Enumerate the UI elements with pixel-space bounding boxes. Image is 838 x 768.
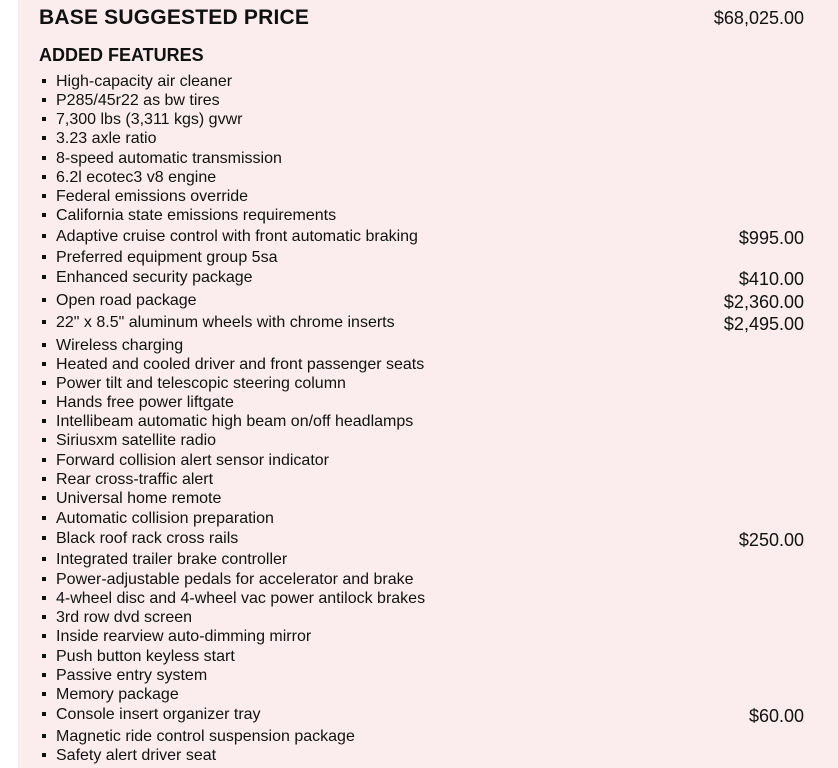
feature-item	[18, 451, 838, 471]
bullet-icon	[42, 362, 46, 366]
feature-item	[18, 393, 838, 413]
bullet-icon	[42, 753, 46, 757]
feature-name: P285/45r22 as bw tires	[56, 92, 220, 109]
feature-price: $2,360.00	[723, 292, 804, 312]
feature-item	[18, 627, 838, 647]
bullet-icon	[42, 692, 46, 696]
feature-item	[18, 666, 838, 686]
bullet-icon	[42, 298, 46, 302]
bullet-icon	[42, 275, 46, 279]
feature-name: 6.2l ecotec3 v8 engine	[56, 169, 217, 186]
feature-item	[18, 431, 838, 451]
feature-name: Open road package	[56, 292, 197, 309]
feature-name: Wireless charging	[56, 337, 184, 354]
feature-name: Power-adjustable pedals for accelerator and brake	[56, 571, 414, 588]
feature-item	[18, 168, 838, 188]
bullet-icon	[42, 596, 46, 600]
feature-item	[18, 570, 838, 590]
feature-name: 7,300 lbs (3,311 kgs) gvwr	[56, 111, 243, 128]
feature-item	[18, 550, 838, 570]
bullet-icon	[42, 458, 46, 462]
bullet-icon	[42, 536, 46, 540]
bullet-icon	[42, 673, 46, 677]
feature-item	[18, 489, 838, 509]
feature-item	[18, 412, 838, 432]
feature-item	[18, 647, 838, 667]
bullet-icon	[42, 194, 46, 198]
bullet-icon	[42, 156, 46, 160]
feature-name: Power tilt and telescopic steering column	[56, 375, 346, 392]
feature-price: $2,495.00	[723, 314, 804, 334]
feature-item	[18, 91, 838, 111]
feature-name: Intellibeam automatic high beam on/off headlamps	[56, 413, 414, 430]
feature-name: Passive entry system	[56, 667, 208, 684]
bullet-icon	[42, 98, 46, 102]
bullet-icon	[42, 438, 46, 442]
feature-item	[18, 248, 838, 268]
base-price-value: $68,025.00	[713, 8, 804, 28]
feature-item	[18, 129, 838, 149]
feature-name: 22" x 8.5" aluminum wheels with chrome inserts	[56, 314, 395, 331]
bullet-icon	[42, 136, 46, 140]
added-features-heading: ADDED FEATURES	[39, 45, 204, 65]
feature-item	[18, 336, 838, 356]
bullet-icon	[42, 117, 46, 121]
feature-item	[18, 509, 838, 529]
feature-name: High-capacity air cleaner	[56, 73, 233, 90]
bullet-icon	[42, 255, 46, 259]
bullet-icon	[42, 734, 46, 738]
bullet-icon	[42, 381, 46, 385]
feature-name: Preferred equipment group 5sa	[56, 249, 278, 266]
feature-name: Memory package	[56, 686, 179, 703]
feature-item	[18, 470, 838, 490]
bullet-icon	[42, 175, 46, 179]
feature-name: Inside rearview auto-dimming mirror	[56, 628, 312, 645]
feature-item	[18, 355, 838, 375]
feature-name: 3.23 axle ratio	[56, 130, 157, 147]
feature-name: 8-speed automatic transmission	[56, 150, 282, 167]
feature-name: 4-wheel disc and 4-wheel vac power antilock brakes	[56, 590, 426, 607]
feature-item	[18, 187, 838, 207]
feature-item	[18, 313, 838, 333]
feature-item	[18, 374, 838, 394]
feature-item	[18, 149, 838, 169]
feature-price: $995.00	[738, 228, 804, 248]
feature-item	[18, 110, 838, 130]
bullet-icon	[42, 634, 46, 638]
feature-item	[18, 608, 838, 628]
feature-list	[18, 0, 838, 768]
feature-item	[18, 705, 838, 725]
bullet-icon	[42, 320, 46, 324]
feature-name: Siriusxm satellite radio	[56, 432, 217, 449]
bullet-icon	[42, 400, 46, 404]
feature-item	[18, 746, 838, 766]
feature-name: Rear cross-traffic alert	[56, 471, 214, 488]
feature-item	[18, 268, 838, 288]
bullet-icon	[42, 419, 46, 423]
bullet-icon	[42, 477, 46, 481]
feature-item	[18, 227, 838, 247]
feature-name: Safety alert driver seat	[56, 747, 217, 764]
feature-name: Adaptive cruise control with front automatic braking	[56, 228, 418, 245]
bullet-icon	[42, 615, 46, 619]
feature-item	[18, 72, 838, 92]
feature-name: Black roof rack cross rails	[56, 530, 239, 547]
feature-name: Automatic collision preparation	[56, 510, 274, 527]
feature-name: Universal home remote	[56, 490, 222, 507]
feature-name: Hands free power liftgate	[56, 394, 234, 411]
feature-name: Federal emissions override	[56, 188, 249, 205]
feature-price: $250.00	[738, 530, 804, 550]
feature-item	[18, 529, 838, 549]
bullet-icon	[42, 213, 46, 217]
feature-item	[18, 291, 838, 311]
feature-name: Heated and cooled driver and front passenger seats	[56, 356, 425, 373]
feature-item	[18, 589, 838, 609]
feature-price: $60.00	[748, 706, 804, 726]
bullet-icon	[42, 712, 46, 716]
feature-name: Magnetic ride control suspension package	[56, 728, 355, 745]
feature-name: Forward collision alert sensor indicator	[56, 452, 329, 469]
bullet-icon	[42, 234, 46, 238]
feature-item	[18, 206, 838, 226]
base-price-title: BASE SUGGESTED PRICE	[39, 6, 310, 29]
bullet-icon	[42, 577, 46, 581]
feature-item	[18, 727, 838, 747]
price-sheet	[18, 0, 838, 768]
bullet-icon	[42, 516, 46, 520]
bullet-icon	[42, 79, 46, 83]
feature-name: 3rd row dvd screen	[56, 609, 193, 626]
bullet-icon	[42, 343, 46, 347]
feature-name: Integrated trailer brake controller	[56, 551, 288, 568]
feature-item	[18, 685, 838, 705]
bullet-icon	[42, 654, 46, 658]
feature-price: $410.00	[738, 269, 804, 289]
feature-name: California state emissions requirements	[56, 207, 337, 224]
bullet-icon	[42, 496, 46, 500]
bullet-icon	[42, 557, 46, 561]
feature-name: Console insert organizer tray	[56, 706, 261, 723]
feature-name: Push button keyless start	[56, 648, 235, 665]
feature-name: Enhanced security package	[56, 269, 253, 286]
